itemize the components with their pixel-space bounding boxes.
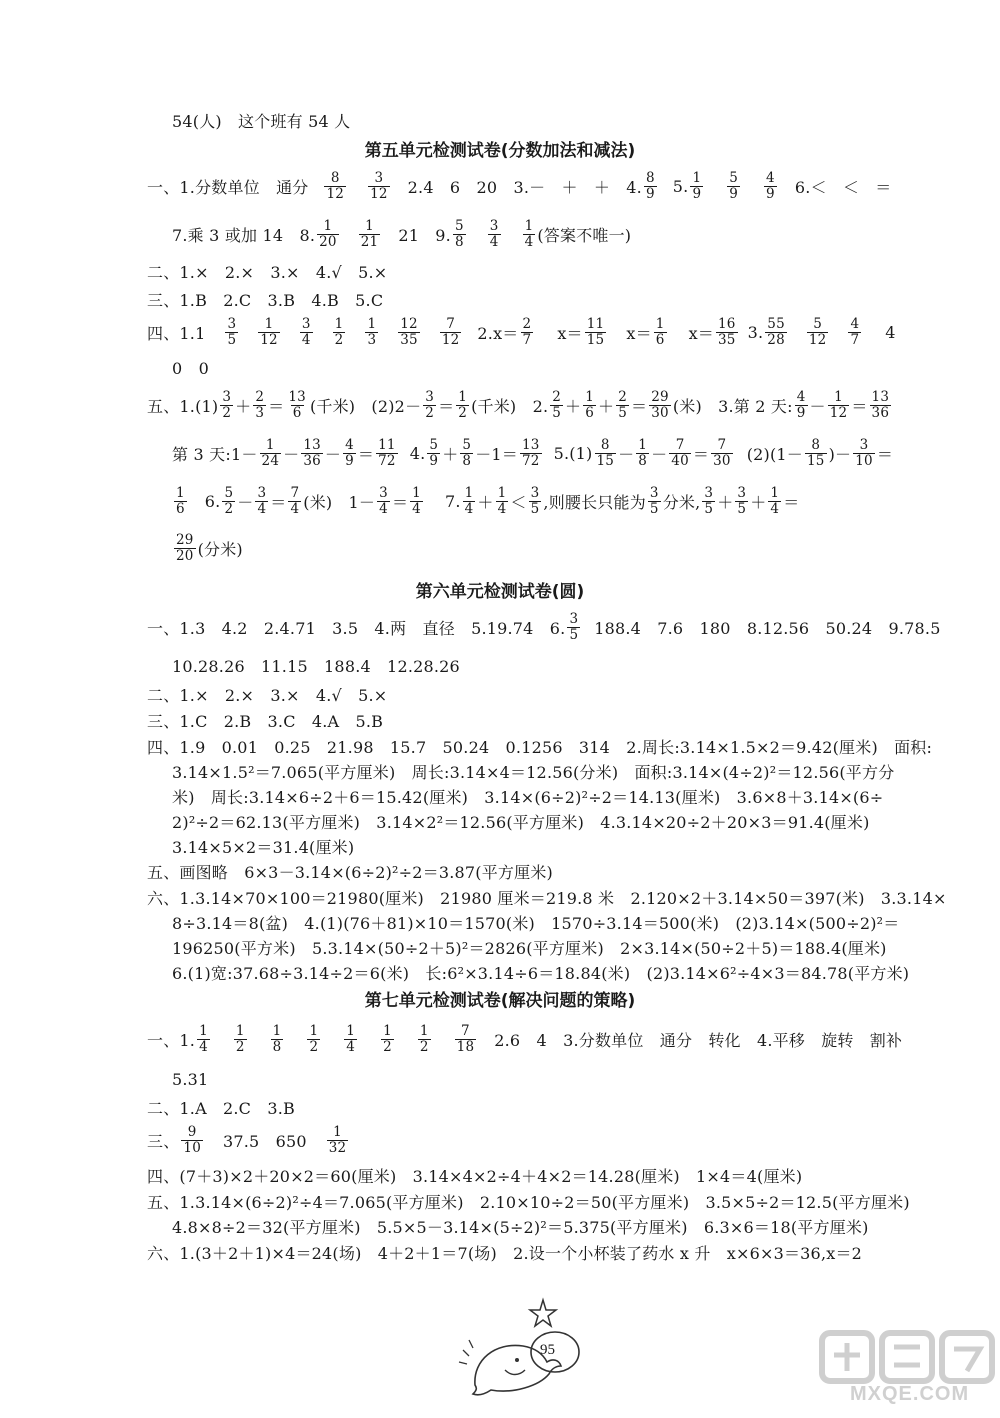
unit5-line8 [172, 433, 893, 473]
text: 188.4 7.6 180 8.12.56 50.24 9.78.5 [594, 618, 941, 638]
fraction: $\frac{5}{9}$ [729, 170, 739, 202]
unit7-line3 [147, 1090, 295, 1124]
fraction: $\frac{8}{9}$ [645, 170, 655, 202]
fraction: $\frac{3}{5}$ [704, 485, 714, 517]
text: 2.x＝ [477, 323, 519, 343]
watermark-text: MXQE.COM [850, 1383, 970, 1405]
fraction: $\frac{3}{2}$ [425, 389, 435, 421]
fraction: $\frac{1}{2}$ [309, 1023, 319, 1055]
dolphin-logo-icon [455, 1290, 585, 1400]
unit6-line14 [172, 955, 909, 989]
text: 五、1.3.14×(6÷2)²÷4＝7.065(平方厘米) 2.10×10÷2＝50(平方厘米) 3.5×5÷2＝12.5(平方厘米) [147, 1192, 910, 1212]
fraction: $\frac{55}{28}$ [767, 316, 785, 348]
text: (答案不唯一) [537, 225, 632, 245]
text: (千米) (2)2－ [309, 396, 422, 416]
fraction: $\frac{3}{12}$ [370, 170, 388, 202]
operator: ＝ [692, 444, 710, 464]
text: (分米) [197, 539, 243, 559]
operator: ＋ [565, 396, 582, 416]
fraction: $\frac{13}{36}$ [871, 389, 890, 421]
fraction: $\frac{1}{2}$ [458, 389, 468, 421]
fraction: $\frac{1}{8}$ [638, 437, 648, 469]
text: 第 3 天:1－ [172, 444, 258, 464]
text: 5. [672, 176, 689, 196]
operator: ＋ [717, 492, 734, 512]
unit5-line4 [147, 282, 383, 316]
text: 21 9. [398, 225, 451, 245]
fraction: $\frac{1}{4}$ [464, 485, 474, 517]
fraction: $\frac{1}{12}$ [260, 316, 278, 348]
unit5-line9 [172, 481, 799, 521]
operator: ＋ [442, 444, 459, 464]
text: 8÷3.14＝8(盆) 4.(1)(76＋81)×10＝1570(米) 1570÷3.14＝500(米) (2)3.14×(500÷2)²＝ [172, 913, 900, 933]
fraction: $\frac{3}{2}$ [222, 389, 232, 421]
text: 四、1.1 [147, 323, 206, 343]
operator: －1＝ [475, 444, 518, 464]
text: 一、1.3 4.2 2.4.71 3.5 4.两 直径 5.19.74 6. [147, 618, 566, 638]
operator: － [237, 492, 254, 512]
fraction: $\frac{1}{21}$ [360, 218, 379, 250]
text: 四、1.9 0.01 0.25 21.98 15.7 50.24 0.1256 314 2.周长:3.14×1.5×2＝9.42(厘米) 面积: [147, 737, 933, 757]
fraction: $\frac{1}{9}$ [692, 170, 702, 202]
operator: ＝ [270, 492, 287, 512]
text: 三、1.C 2.B 3.C 4.A 5.B [147, 711, 384, 731]
unit5-line1 [147, 166, 892, 206]
fraction: $\frac{3}{5}$ [649, 485, 659, 517]
unit5-line5 [147, 312, 896, 352]
text: 二、1.× 2.× 3.× 4.√ 5.× [147, 685, 388, 705]
fraction: $\frac{1}{6}$ [176, 485, 185, 517]
text: 二、1.× 2.× 3.× 4.√ 5.× [147, 262, 388, 282]
fraction: $\frac{1}{4}$ [497, 485, 507, 517]
fraction: $\frac{7}{18}$ [456, 1023, 475, 1055]
unit7-line1 [147, 1019, 902, 1059]
text: 3.14×5×2＝31.4(厘米) [172, 837, 355, 857]
fraction: $\frac{8}{12}$ [326, 170, 345, 202]
fraction: $\frac{5}{9}$ [429, 437, 439, 469]
text: 2.6 4 3.分数单位 通分 转化 4.平移 旋转 割补 [494, 1030, 903, 1050]
text: 一、1.分数单位 通分 [147, 177, 309, 197]
fraction: $\frac{2}{3}$ [255, 389, 265, 421]
operator: ＝ [268, 396, 285, 416]
fraction: $\frac{16}{35}$ [718, 316, 736, 348]
fraction: $\frac{3}{5}$ [530, 485, 540, 517]
fraction: $\frac{2}{7}$ [522, 316, 532, 348]
operator: ＋ [477, 492, 494, 512]
text: 6.(1)宽:37.68÷3.14÷2＝6(米) 长:6²×3.14÷6＝18.84(米) (2)3.14×6²÷4×3＝84.78(平方米) [172, 963, 910, 983]
text: 分米, [662, 492, 701, 512]
text: 54(人) 这个班有 54 人 [172, 111, 351, 131]
text: 0 0 [172, 358, 209, 378]
fraction: $\frac{29}{30}$ [651, 389, 669, 421]
text: 一、1. [147, 1030, 196, 1050]
text: x＝ [557, 323, 583, 343]
operator: － [283, 444, 300, 464]
unit5-line2 [172, 214, 631, 254]
fraction: $\frac{4}{9}$ [766, 170, 775, 202]
text: 2)²÷2＝62.13(平方厘米) 3.14×2²＝12.56(平方厘米) 4.3.14×20÷2＋20×3＝91.4(厘米) [172, 812, 870, 832]
operator: ＝ [783, 492, 800, 512]
fraction: $\frac{8}{15}$ [596, 437, 615, 469]
fraction: $\frac{1}{6}$ [655, 316, 665, 348]
fraction: $\frac{13}{6}$ [288, 389, 306, 421]
fraction: $\frac{7}{4}$ [290, 485, 300, 517]
fraction: $\frac{7}{40}$ [671, 437, 689, 469]
operator: － [618, 444, 635, 464]
fraction: $\frac{5}{2}$ [224, 485, 234, 517]
text: (米) 1－ [303, 492, 376, 512]
text: x＝ [688, 323, 715, 343]
operator: ＋ [235, 396, 252, 416]
fraction: $\frac{8}{15}$ [806, 437, 825, 469]
operator: ＋ [598, 396, 615, 416]
operator: － [324, 444, 342, 464]
fraction: $\frac{1}{2}$ [383, 1023, 392, 1055]
fraction: $\frac{3}{4}$ [301, 316, 311, 348]
unit7-line4 [147, 1120, 350, 1160]
text: 4 [885, 322, 896, 342]
fraction: $\frac{1}{2}$ [334, 316, 344, 348]
text: 6.＜ ＜ ＝ [794, 177, 892, 197]
fraction: $\frac{9}{10}$ [183, 1124, 201, 1156]
fraction: $\frac{3}{5}$ [569, 611, 579, 643]
text: 37.5 650 [223, 1131, 307, 1151]
fraction: $\frac{5}{12}$ [808, 316, 827, 348]
text: 7. [444, 491, 461, 511]
fraction: $\frac{2}{5}$ [552, 389, 562, 421]
text: 5.(1) [553, 443, 593, 463]
text: 四、(7＋3)×2＋20×2＝60(厘米) 3.14×4×2÷4＋4×2＝14.28(厘米) 1×4＝4(厘米) [147, 1166, 803, 1186]
operator: － [809, 396, 826, 416]
text: ,则腰长只能为 [543, 492, 646, 512]
fraction: $\frac{12}{35}$ [400, 316, 418, 348]
fraction: $\frac{1}{32}$ [328, 1124, 347, 1156]
operator: － [651, 444, 668, 464]
text: 4. [409, 443, 426, 463]
fraction: $\frac{1}{2}$ [419, 1023, 429, 1055]
operator: ＝ [851, 396, 868, 416]
fraction: $\frac{13}{36}$ [303, 437, 321, 469]
top-line [172, 100, 350, 140]
unit5-line10 [172, 528, 243, 568]
fraction: $\frac{4}{9}$ [345, 437, 354, 469]
operator: )－ [828, 444, 852, 464]
text: 4.8×8÷2＝32(平方厘米) 5.5×5－3.14×(5÷2)²＝5.375(平方厘米) 6.3×6＝18(平方厘米) [172, 1217, 869, 1237]
operator: ＜ [510, 492, 527, 512]
page-number: 95 [540, 1342, 555, 1358]
fraction: $\frac{2}{5}$ [618, 389, 628, 421]
text: 五、1.(1) [147, 396, 219, 416]
fraction: $\frac{1}{24}$ [261, 437, 280, 469]
fraction: $\frac{5}{8}$ [462, 437, 472, 469]
fraction: $\frac{3}{10}$ [855, 437, 873, 469]
fraction: $\frac{1}{12}$ [829, 389, 848, 421]
operator: ＋ [750, 492, 767, 512]
fraction: $\frac{1}{4}$ [199, 1023, 208, 1055]
fraction: $\frac{3}{4}$ [379, 485, 388, 517]
text: 5.31 [172, 1069, 209, 1089]
text: 196250(平方米) 5.3.14×(50÷2＋5)²＝2826(平方厘米) 2×3.14×(50÷2＋5)＝188.4(厘米) [172, 938, 887, 958]
text: 米) 周长:3.14×6÷2＋6＝15.42(厘米) 3.14×(6÷2)²÷2＝14.13(厘米) 3.6×8＋3.14×(6÷ [172, 787, 884, 807]
fraction: $\frac{1}{4}$ [412, 485, 421, 517]
fraction: $\frac{11}{15}$ [586, 316, 605, 348]
operator: ＝ [357, 444, 375, 464]
fraction: $\frac{29}{20}$ [176, 532, 194, 564]
operator: ＝ [631, 396, 648, 416]
text: 二、1.A 2.C 3.B [147, 1098, 295, 1118]
fraction: $\frac{1}{20}$ [319, 218, 337, 250]
fraction: $\frac{1}{8}$ [272, 1023, 282, 1055]
unit5-line7 [147, 385, 893, 425]
unit7-line8 [147, 1235, 862, 1269]
fraction: $\frac{5}{8}$ [454, 218, 464, 250]
unit5-line6 [172, 350, 209, 384]
operator: ＝ [438, 396, 455, 416]
fraction: $\frac{3}{5}$ [227, 316, 237, 348]
text: 五、画图略 6×3－3.14×(6÷2)²÷2＝3.87(平方厘米) [147, 862, 553, 882]
fraction: $\frac{3}{4}$ [489, 218, 499, 250]
fraction: $\frac{1}{4}$ [770, 485, 780, 517]
text: 六、1.(3＋2＋1)×4＝24(场) 4＋2＋1＝7(场) 2.设一个小杯装了药水 x 升 x×6×3＝36,x＝2 [147, 1243, 863, 1263]
unit6-line1 [147, 607, 941, 647]
text: 3.14×1.5²＝7.065(平方厘米) 周长:3.14×4＝12.56(分米) 面积:3.14×(4÷2)²＝12.56(平方分 [172, 762, 895, 782]
fraction: $\frac{7}{12}$ [441, 316, 460, 348]
fraction: $\frac{4}{9}$ [796, 389, 806, 421]
text: 10.28.26 11.15 188.4 12.28.26 [172, 656, 460, 676]
fraction: $\frac{13}{72}$ [521, 437, 540, 469]
text: 六、1.3.14×70×100＝21980(厘米) 21980 厘米＝219.8 米 2.120×2＋3.14×50＝397(米) 3.3.14× [147, 888, 947, 908]
fraction: $\frac{1}{4}$ [524, 218, 534, 250]
fraction: $\frac{3}{5}$ [737, 485, 747, 517]
operator: ＝ [876, 444, 894, 464]
fraction: $\frac{1}{3}$ [367, 316, 377, 348]
text: (2)(1－ [746, 444, 803, 464]
fraction: $\frac{7}{30}$ [713, 437, 731, 469]
text: 三、1.B 2.C 3.B 4.B 5.C [147, 290, 384, 310]
fraction: $\frac{1}{2}$ [235, 1023, 245, 1055]
fraction: $\frac{4}{7}$ [850, 316, 860, 348]
unit6-title: 第六单元检测试卷(圆) [415, 582, 585, 602]
text: 7.乘 3 或加 14 8. [172, 225, 316, 245]
fraction: $\frac{1}{4}$ [346, 1023, 356, 1055]
unit5-title: 第五单元检测试卷(分数加法和减法) [364, 141, 636, 161]
fraction: $\frac{1}{6}$ [585, 389, 595, 421]
text: 6. [204, 491, 221, 511]
text: 三、 [147, 1131, 180, 1151]
operator: ＝ [391, 492, 409, 512]
fraction: $\frac{11}{72}$ [378, 437, 396, 469]
text: (米) 3.第 2 天: [672, 396, 793, 416]
text: x＝ [626, 323, 652, 343]
unit7-title: 第七单元检测试卷(解决问题的策略) [364, 991, 636, 1011]
fraction: $\frac{3}{4}$ [257, 485, 267, 517]
text: 3. [747, 322, 764, 342]
text: 2.4 6 20 3.－ ＋ ＋ 4. [407, 177, 642, 197]
text: (千米) 2. [471, 396, 549, 416]
